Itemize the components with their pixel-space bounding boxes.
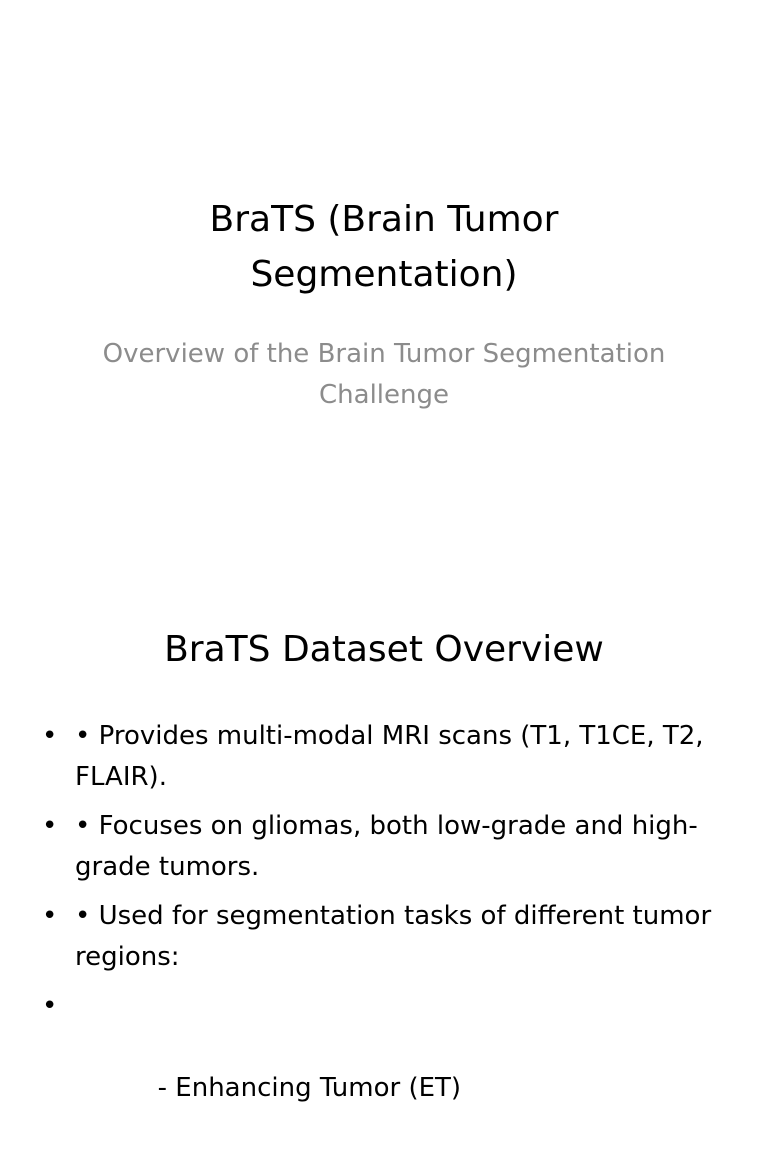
bullet-item [38, 716, 718, 798]
bullet-text: • Used for segmentation tasks of different tumor regions: [75, 901, 712, 972]
bullet-list [38, 716, 718, 1158]
bullet-text: • Provides multi-modal MRI scans (T1, T1CE, T2, FLAIR). [75, 721, 704, 792]
bullet-item [38, 896, 718, 978]
slide-subtitle: Overview of the Brain Tumor Segmentation Challenge [102, 339, 666, 410]
bullet-marker: • [42, 721, 58, 751]
bullet-text: - Enhancing Tumor (ET) [141, 1073, 462, 1103]
bullet-item [38, 806, 718, 888]
bullet-marker: • [42, 811, 58, 841]
slide-title: BraTS Dataset Overview [164, 629, 604, 670]
bullet-item [38, 986, 718, 1150]
bullet-marker: • [42, 901, 58, 931]
content-slide [0, 576, 768, 1103]
title-slide [0, 0, 768, 576]
bullet-marker: • [42, 991, 58, 1021]
bullet-text: • Focuses on gliomas, both low-grade and high-grade tumors. [75, 811, 698, 882]
slide-title: BraTS (Brain Tumor Segmentation) [209, 199, 559, 295]
